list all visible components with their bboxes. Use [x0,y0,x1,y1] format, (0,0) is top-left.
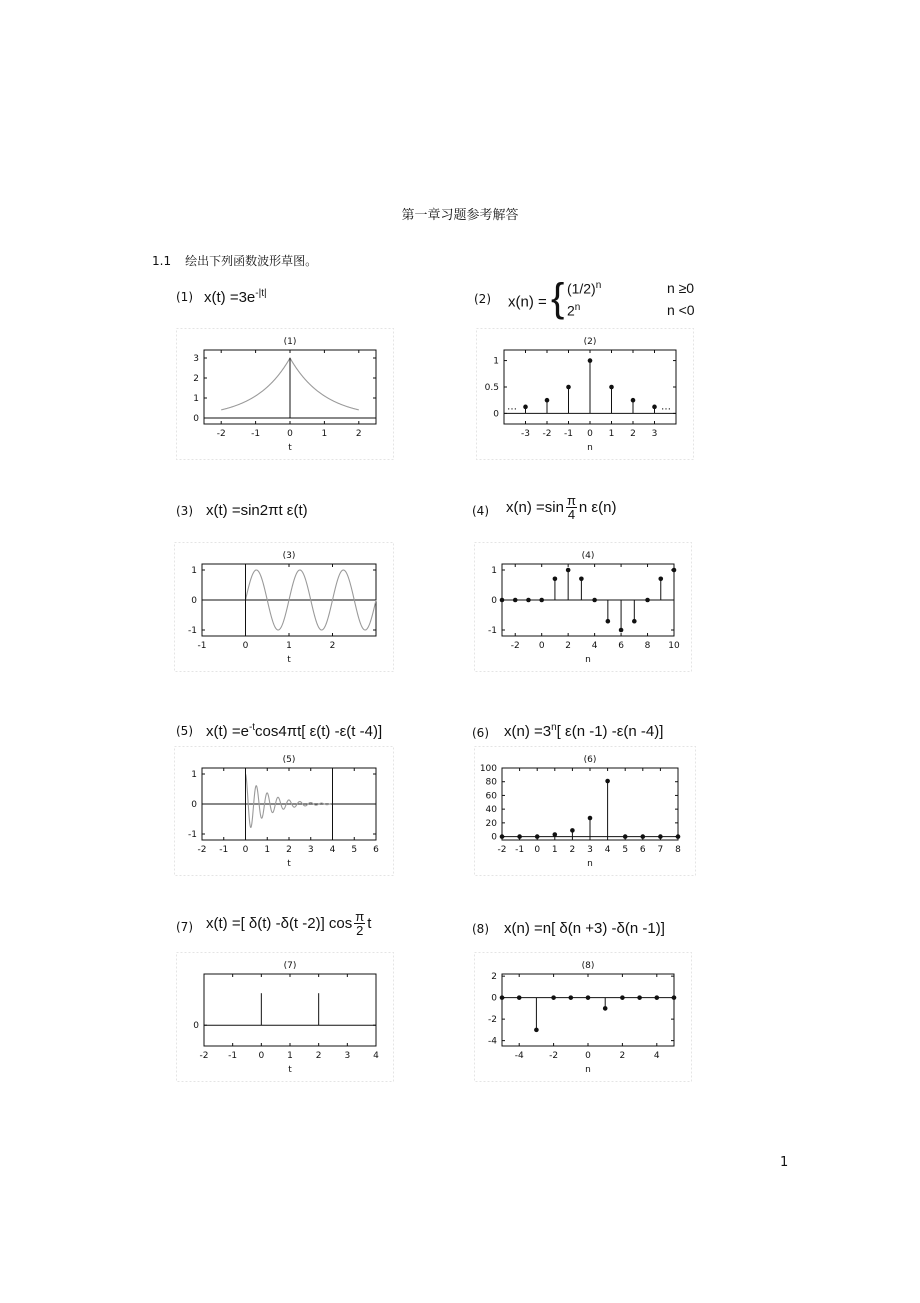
formula-4-lhs: x(n) =sin [506,499,564,516]
plot-title: (1) [283,337,297,347]
subproblem-label-4: (4) [472,504,489,518]
plot-title: (7) [283,961,297,971]
formula-8: x(n) =n[ δ(n +3) -δ(n -1)] [504,920,665,937]
page-title: 第一章习题参考解答 [401,208,519,223]
plot-axes-box [502,974,674,1046]
stem-point [545,398,550,403]
plot-1 [176,328,394,460]
x-tick-label: 0 [585,1051,591,1061]
y-tick-label: 20 [485,818,497,829]
stem-point [566,568,571,573]
formula-6-exp: n [551,722,557,733]
x-tick-label: -2 [197,845,207,855]
stem-point [672,568,677,573]
y-tick-label: -4 [488,1036,497,1047]
stem-point [517,995,522,1000]
plot-scan-border [475,747,696,876]
stem-point [623,834,628,839]
y-tick-label: 3 [193,354,199,364]
formula-5-lhs: x(t) =e [206,723,249,740]
x-tick-label: 2 [329,641,336,651]
stem-point [588,358,593,363]
piece-cond-2: n <0 [666,302,695,318]
plot-3 [174,542,394,672]
stem-point [535,834,540,839]
stem-point [513,598,518,603]
plot-5 [174,746,394,876]
formula-4-fraction [566,494,577,521]
x-tick-label: 6 [639,845,646,855]
formula-7 [206,910,371,937]
plot-5-svg [174,746,394,876]
x-tick-label: 6 [618,641,624,651]
x-tick-label: 4 [591,641,598,651]
formula-6 [504,722,663,740]
x-tick-label: 3 [307,845,314,855]
x-tick-label: -2 [497,845,507,855]
plot-title: (5) [282,755,296,765]
x-tick-label: 0 [242,845,249,855]
x-tick-label: 4 [373,1051,379,1061]
plot-scan-border [475,543,692,672]
plot-title: (3) [282,551,296,561]
y-tick-label: -1 [188,830,197,840]
piece-row-2 [567,302,580,319]
problem-number: 1.1 [152,254,172,268]
x-tick-label: 0 [534,845,541,855]
fraction-denominator: 4 [567,507,576,522]
formula-6-lhs: x(n) =3 [504,723,552,740]
y-tick-label: 1 [491,566,497,576]
x-tick-label: -2 [542,429,552,439]
stem-point [676,834,681,839]
stem-point [579,576,584,581]
stem-point [609,385,614,390]
stem-point [605,779,610,784]
y-tick-label: 0 [491,993,497,1004]
stem-point [553,576,558,581]
y-tick-label: 0 [491,832,497,843]
x-tick-label: -4 [514,1051,524,1061]
x-tick-label: 3 [651,429,658,439]
x-tick-label: 0 [258,1051,265,1061]
stem-point [655,995,660,1000]
x-axis-label: t [288,1065,292,1075]
problem-intro [152,252,317,269]
x-tick-label: -2 [216,429,226,439]
x-tick-label: 0 [242,641,249,651]
x-tick-label: 2 [619,1051,626,1061]
piecewise-definition [550,276,711,324]
ellipsis-annotation: … [507,401,517,413]
stem-point [645,598,650,603]
subproblem-label-8: (8) [472,922,489,936]
x-tick-label: -1 [515,845,525,855]
x-tick-label: 1 [608,429,615,439]
plot-axes-box [204,974,376,1046]
fraction-denominator: 2 [356,923,364,938]
stem-point [588,816,593,821]
y-tick-label: 60 [485,791,497,802]
x-tick-label: 1 [287,1051,293,1061]
x-tick-label: -1 [251,429,261,439]
y-tick-label: 0 [491,596,497,606]
y-tick-label: 0 [193,414,199,424]
x-tick-label: -3 [521,429,530,439]
x-tick-label: 0 [287,429,293,439]
formula-6-rhs: [ ε(n -1) -ε(n -4)] [556,723,664,740]
subproblem-label-2: (2) [474,292,491,306]
stem-point [526,598,531,603]
x-tick-label: 7 [657,845,664,855]
x-axis-label: n [587,443,593,453]
formula-7-lhs: x(t) =[ δ(t) -δ(t -2)] cos [206,915,353,932]
formula-1-exp: -|t| [255,288,267,299]
y-tick-label: 0 [493,409,499,420]
ellipsis-annotation: … [661,401,671,413]
subproblem-label-5: (5) [176,724,193,738]
x-tick-label: 2 [315,1051,322,1061]
x-tick-label: -1 [564,429,573,439]
stem-point [606,619,611,624]
x-tick-label: 5 [622,845,629,855]
stem-point [658,834,663,839]
y-tick-label: 0 [193,1021,199,1032]
x-tick-label: 1 [286,641,292,651]
stem-point [652,405,657,410]
subproblem-label-1: (1) [176,290,193,304]
piece-row-2-expr: 2 [566,302,575,319]
plot-scan-border [175,747,394,876]
x-axis-label: n [585,1065,591,1075]
x-tick-label: 2 [569,845,576,855]
x-tick-label: 1 [551,845,558,855]
x-tick-label: -2 [199,1051,209,1061]
formula-5-exp: -t [248,722,256,733]
plot-7 [176,952,394,1082]
stem-point [566,385,571,390]
stem-point [658,576,663,581]
x-tick-label: 1 [321,429,328,439]
stem-point [672,995,677,1000]
x-axis-label: n [585,655,591,665]
x-tick-label: 5 [351,845,358,855]
stem-point [500,598,505,603]
plot-title: (2) [583,337,597,347]
plot-title: (4) [581,551,595,561]
stem-point [500,995,505,1000]
x-tick-label: 3 [587,845,593,855]
y-tick-label: 1 [191,770,197,780]
x-axis-label: t [287,859,291,869]
plot-4-svg [474,542,692,672]
formula-4-rhs: n ε(n) [578,499,617,516]
x-tick-label: 4 [653,1051,660,1061]
plot-6 [474,746,696,876]
formula-2 [508,276,711,324]
x-tick-label: -1 [197,641,207,651]
piece-row-1-expr: (1/2) [566,280,596,297]
stem-point [592,598,597,603]
stem-point [570,828,575,833]
piece-cond-1: n ≥0 [666,280,695,296]
plot-scan-border [477,329,694,460]
formula-4 [506,494,616,521]
plot-title: (6) [583,755,597,765]
stem-point [553,832,558,837]
fraction-numerator: π [566,493,576,508]
stem-point [500,834,505,839]
y-tick-label: 1 [493,356,499,367]
x-tick-label: -1 [219,845,229,855]
plot-2-svg [476,328,694,460]
stem-point [569,995,574,1000]
stem-point [586,995,591,1000]
plot-7-svg [176,952,394,1082]
x-tick-label: -1 [228,1051,238,1061]
x-tick-label: 6 [373,845,379,855]
stem-point [619,628,624,633]
stem-point [603,1006,608,1011]
plot-4 [474,542,692,672]
y-tick-label: 1 [191,566,197,576]
plot-8 [474,952,692,1082]
formula-5 [206,722,382,740]
y-tick-label: 1 [193,394,199,404]
piece-row-1-exp: n [595,280,602,291]
plot-8-svg [474,952,692,1082]
plot-1-svg [176,328,394,460]
stem-point [517,834,522,839]
x-tick-label: 2 [565,641,572,651]
stem-point [632,619,637,624]
x-axis-label: n [587,859,593,869]
x-tick-label: -2 [549,1051,559,1061]
x-tick-label: -2 [510,641,520,651]
stem-point [539,598,544,603]
x-axis-label: t [288,443,292,453]
formula-2-lhs: x(n) = [508,293,547,311]
plot-3-svg [174,542,394,672]
plot-scan-border [175,543,394,672]
series-curve [246,774,333,827]
formula-5-rhs: cos4πt[ ε(t) -ε(t -4)] [255,723,383,740]
x-tick-label: 0 [538,641,545,651]
x-tick-label: 2 [286,845,292,855]
x-tick-label: 4 [604,845,611,855]
x-tick-label: 1 [264,845,271,855]
y-tick-label: 0 [191,596,197,606]
subproblem-label-6: (6) [472,726,489,740]
formula-1 [204,288,267,306]
formula-1-lhs: x(t) =3e [204,289,256,306]
y-tick-label: 80 [485,777,497,788]
plot-title: (8) [581,961,595,971]
piece-row-1 [567,280,601,297]
stem-point [631,398,636,403]
x-tick-label: 2 [630,429,636,439]
x-tick-label: 8 [644,641,651,651]
stem-point [523,405,528,410]
y-tick-label: -1 [188,626,197,636]
y-tick-label: 0.5 [484,383,499,393]
x-tick-label: 3 [344,1051,351,1061]
stem-point [534,1028,539,1033]
stem-point [620,995,625,1000]
stem-point [637,995,642,1000]
fraction-numerator: π [355,909,365,924]
x-tick-label: 2 [355,429,362,439]
page-number: 1 [780,1155,789,1170]
plot-2 [476,328,694,460]
plot-scan-border [177,953,394,1082]
x-axis-label: t [287,655,291,665]
stem-point [641,834,646,839]
formula-7-rhs: t [367,915,372,932]
y-tick-label: 40 [485,805,497,816]
formula-3: x(t) =sin2πt ε(t) [206,502,308,519]
x-tick-label: 0 [587,429,593,439]
plot-scan-border [475,953,692,1082]
problem-text: 绘出下列函数波形草图。 [185,254,318,268]
x-tick-label: 8 [675,845,681,855]
y-tick-label: 2 [491,972,497,983]
piece-row-2-exp: n [574,302,581,313]
y-tick-label: -2 [488,1015,497,1026]
x-tick-label: 4 [329,845,336,855]
y-tick-label: 0 [191,800,197,810]
subproblem-label-3: (3) [176,504,193,518]
subproblem-label-7: (7) [176,920,193,934]
brace-glyph: { [550,276,565,320]
plot-6-svg [474,746,696,876]
plot-scan-border [177,329,394,460]
formula-7-fraction [354,910,365,937]
stem-point [551,995,556,1000]
y-tick-label: -1 [488,626,497,636]
x-tick-label: 10 [668,641,680,651]
y-tick-label: 100 [479,764,497,774]
y-tick-label: 2 [193,374,199,384]
